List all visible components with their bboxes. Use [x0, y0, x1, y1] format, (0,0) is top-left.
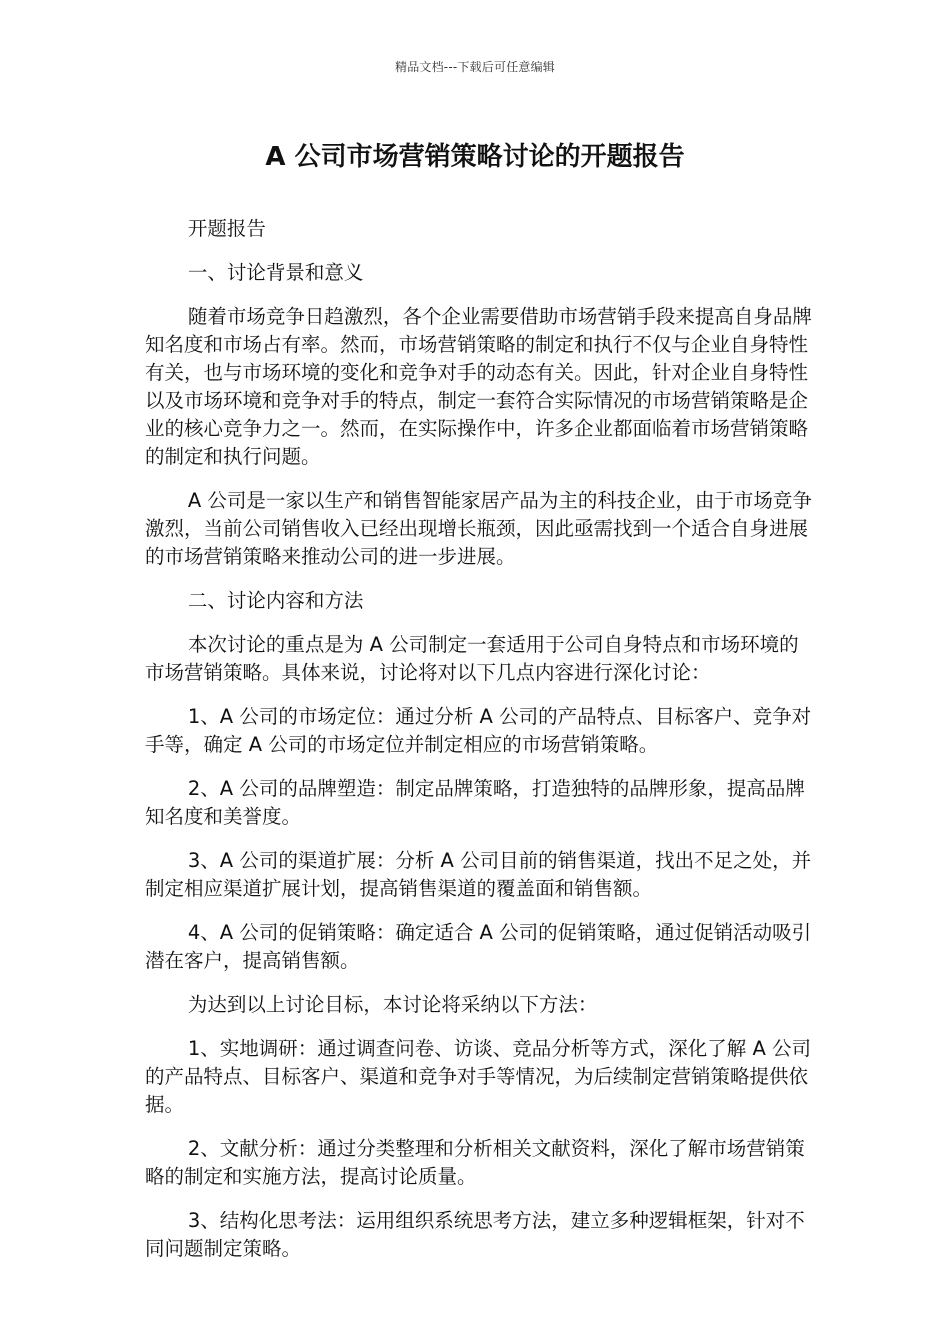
list-item-channel-expansion: 3、A 公司的渠道扩展：分析 A 公司目前的销售渠道，找出不足之处，并制定相应渠道扩展计划，提高销售渠道的覆盖面和销售额。	[145, 849, 812, 900]
list-item-field-research: 1、实地调研：通过调查问卷、访谈、竞品分析等方式，深化了解 A 公司的产品特点、目标客户、渠道和竞争对手等情况，为后续制定营销策略提供依据。	[145, 1037, 812, 1116]
paragraph-methods-intro: 为达到以上讨论目标，本讨论将采纳以下方法：	[187, 993, 598, 1016]
list-item-brand-building: 2、A 公司的品牌塑造：制定品牌策略，打造独特的品牌形象，提高品牌知名度和美誉度。	[145, 777, 805, 828]
section-label-report: 开题报告	[187, 217, 266, 240]
section-heading-background: 一、讨论背景和意义	[187, 261, 364, 284]
paragraph-focus: 本次讨论的重点是为 A 公司制定一套适用于公司自身特点和市场环境的市场营销策略。具体来说，讨论将对以下几点内容进行深化讨论：	[145, 633, 799, 684]
section-heading-content-methods: 二、讨论内容和方法	[187, 589, 364, 612]
document-body	[145, 215, 813, 1279]
list-item-market-positioning: 1、A 公司的市场定位：通过分析 A 公司的产品特点、目标客户、竞争对手等，确定 A 公司的市场定位并制定相应的市场营销策略。	[145, 705, 812, 756]
list-item-literature-analysis: 2、文献分析：通过分类整理和分析相关文献资料，深化了解市场营销策略的制定和实施方法，提高讨论质量。	[145, 1137, 805, 1188]
paragraph-company-intro: A 公司是一家以生产和销售智能家居产品为主的科技企业，由于市场竞争激烈，当前公司销售收入已经出现增长瓶颈，因此亟需找到一个适合自身进展的市场营销策略来推动公司的进一步进展。	[145, 489, 812, 568]
list-item-structured-thinking: 3、结构化思考法：运用组织系统思考方法，建立多种逻辑框架，针对不同问题制定策略。	[145, 1209, 805, 1260]
document-title: A 公司市场营销策略讨论的开题报告	[265, 142, 685, 172]
list-item-promotion-strategy: 4、A 公司的促销策略：确定适合 A 公司的促销策略，通过促销活动吸引潜在客户，提高销售额。	[145, 921, 812, 972]
header-note: 精品文档---下载后可任意编辑	[395, 60, 555, 74]
paragraph-background: 随着市场竞争日趋激烈，各个企业需要借助市场营销手段来提高自身品牌知名度和市场占有率。然而，市场营销策略的制定和执行不仅与企业自身特性有关，也与市场环境的变化和竞争对手的动态有关。因此，针对企业自身特性以及市场环境和竞争对手的特点，制定一套符合实际情况的市场营销策略是企业的核心竞争力之一。然而，在实际操作中，许多企业都面临着市场营销策略的制定和执行问题。	[145, 305, 812, 468]
